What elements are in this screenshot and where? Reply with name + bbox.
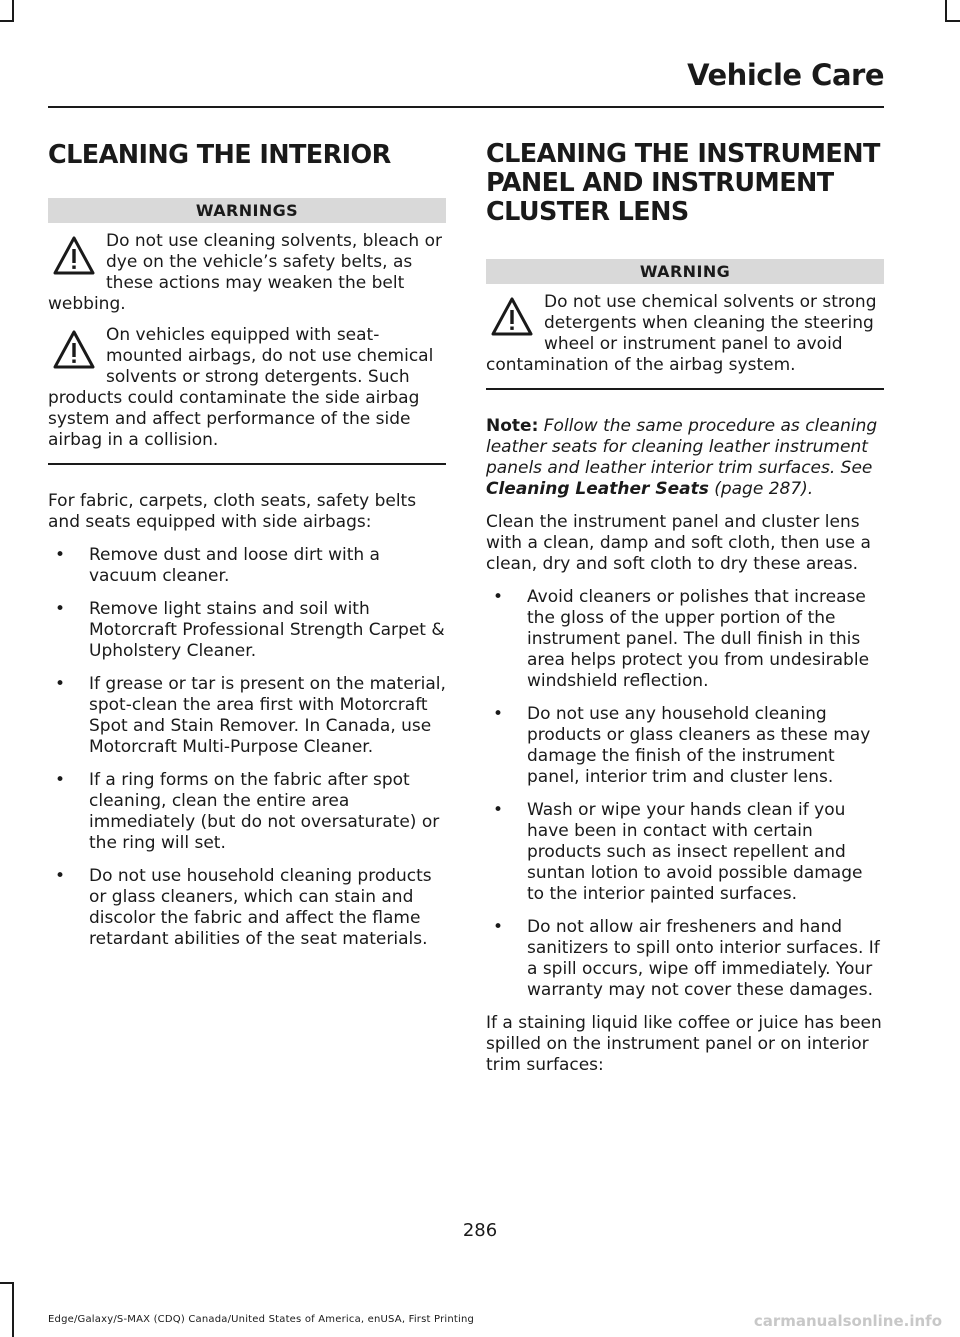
list-item: • Avoid cleaners or polishes that increase the gloss of the upper portion of the instrument panel. The dull finish in this area helps protect you from undesirable windshield reflection. (486, 587, 884, 692)
intro-paragraph: For fabric, carpets, cloth seats, safety belts and seats equipped with side airbags: (48, 491, 417, 532)
note-label: Note: (486, 416, 539, 436)
list-item: • Wash or wipe your hands clean if you have been in contact with certain products such as insect repellent and suntan lotion to avoid possible damage to the interior painted surfaces. (486, 800, 884, 905)
heading-line: PANEL AND INSTRUMENT (486, 168, 834, 198)
left-column (48, 140, 446, 962)
crop-mark (12, 0, 14, 20)
note-text: Follow the same procedure as cleaning leather seats for cleaning leather instrument panels and leather interior trim surfaces. See (486, 416, 878, 478)
page-number: 286 (462, 1220, 498, 1241)
body-paragraph: If a staining liquid like coffee or juice has been spilled on the instrument panel or on interior trim surfaces: (486, 1013, 882, 1075)
page-reference: (page 287). (714, 479, 814, 499)
warning-item (48, 325, 446, 451)
list-item: • If a ring forms on the fabric after spot cleaning, clean the entire area immediately (but do not oversaturate) or the ring will set. (48, 770, 446, 854)
heading-line: CLUSTER LENS (486, 197, 689, 227)
cross-reference-link[interactable]: Cleaning Leather Seats (486, 479, 709, 499)
list-item: • Remove light stains and soil with Motorcraft Professional Strength Carpet & Upholstery Cleaner. (48, 599, 446, 662)
warning-item (48, 231, 446, 315)
bullet-list (486, 587, 884, 1001)
warning-list (486, 292, 884, 376)
warning-triangle-icon (52, 329, 96, 371)
section-rule (48, 463, 446, 465)
list-item: • Do not use any household cleaning products or glass cleaners as these may damage the finish of the instrument panel, interior trim and cluster lens. (486, 704, 884, 788)
right-column (486, 140, 884, 1076)
watermark: carmanualsonline.info (753, 1312, 942, 1330)
crop-mark (945, 0, 947, 20)
warnings-label: WARNINGS (48, 198, 446, 223)
warning-triangle-icon (52, 235, 96, 277)
warning-list (48, 231, 446, 451)
crop-mark (0, 20, 14, 22)
list-item: • Do not use household cleaning products or glass cleaners, which can stain and discolor the fabric and affect the flame retardant abilities of the seat materials. (48, 866, 446, 950)
warning-text: Do not use cleaning solvents, bleach or dye on the vehicle’s safety belts, as these actions may weaken the belt webbing. (48, 231, 442, 314)
heading-cleaning-interior: CLEANING THE INTERIOR (48, 140, 391, 170)
note-paragraph (486, 416, 884, 500)
list-item: • Do not allow air fresheners and hand sanitizers to spill onto interior surfaces. If a spill occurs, wipe off immediately. Your warranty may not cover these damages. (486, 917, 884, 1001)
heading-cleaning-instrument-panel (486, 140, 884, 227)
warning-text: Do not use chemical solvents or strong detergents when cleaning the steering wheel or instrument panel to avoid contamination of the airbag system. (486, 292, 877, 375)
section-rule (486, 388, 884, 390)
crop-mark (945, 20, 960, 22)
list-item: • If grease or tar is present on the material, spot-clean the area first with Motorcraft Spot and Stain Remover. In Canada, use Motorcraft Multi-Purpose Cleaner. (48, 674, 446, 758)
body-paragraph: Clean the instrument panel and cluster lens with a clean, damp and soft cloth, then use a clean, dry and soft cloth to dry these areas. (486, 512, 871, 574)
warning-label: WARNING (486, 259, 884, 284)
heading-line: CLEANING THE INSTRUMENT (486, 139, 880, 169)
warning-text: On vehicles equipped with seat-mounted airbags, do not use chemical solvents or strong detergents. Such products could contaminate the side airbag system and affect performance of the side airbag in a collision. (48, 325, 434, 450)
section-title: Vehicle Care (687, 58, 884, 92)
header-rule (48, 106, 884, 108)
bullet-list (48, 545, 446, 950)
crop-mark (12, 1282, 14, 1337)
list-item: • Remove dust and loose dirt with a vacuum cleaner. (48, 545, 446, 587)
warning-triangle-icon (490, 296, 534, 338)
warning-item (486, 292, 884, 376)
footer-text: Edge/Galaxy/S-MAX (CDQ) Canada/United States of America, enUSA, First Printing (48, 1314, 475, 1325)
